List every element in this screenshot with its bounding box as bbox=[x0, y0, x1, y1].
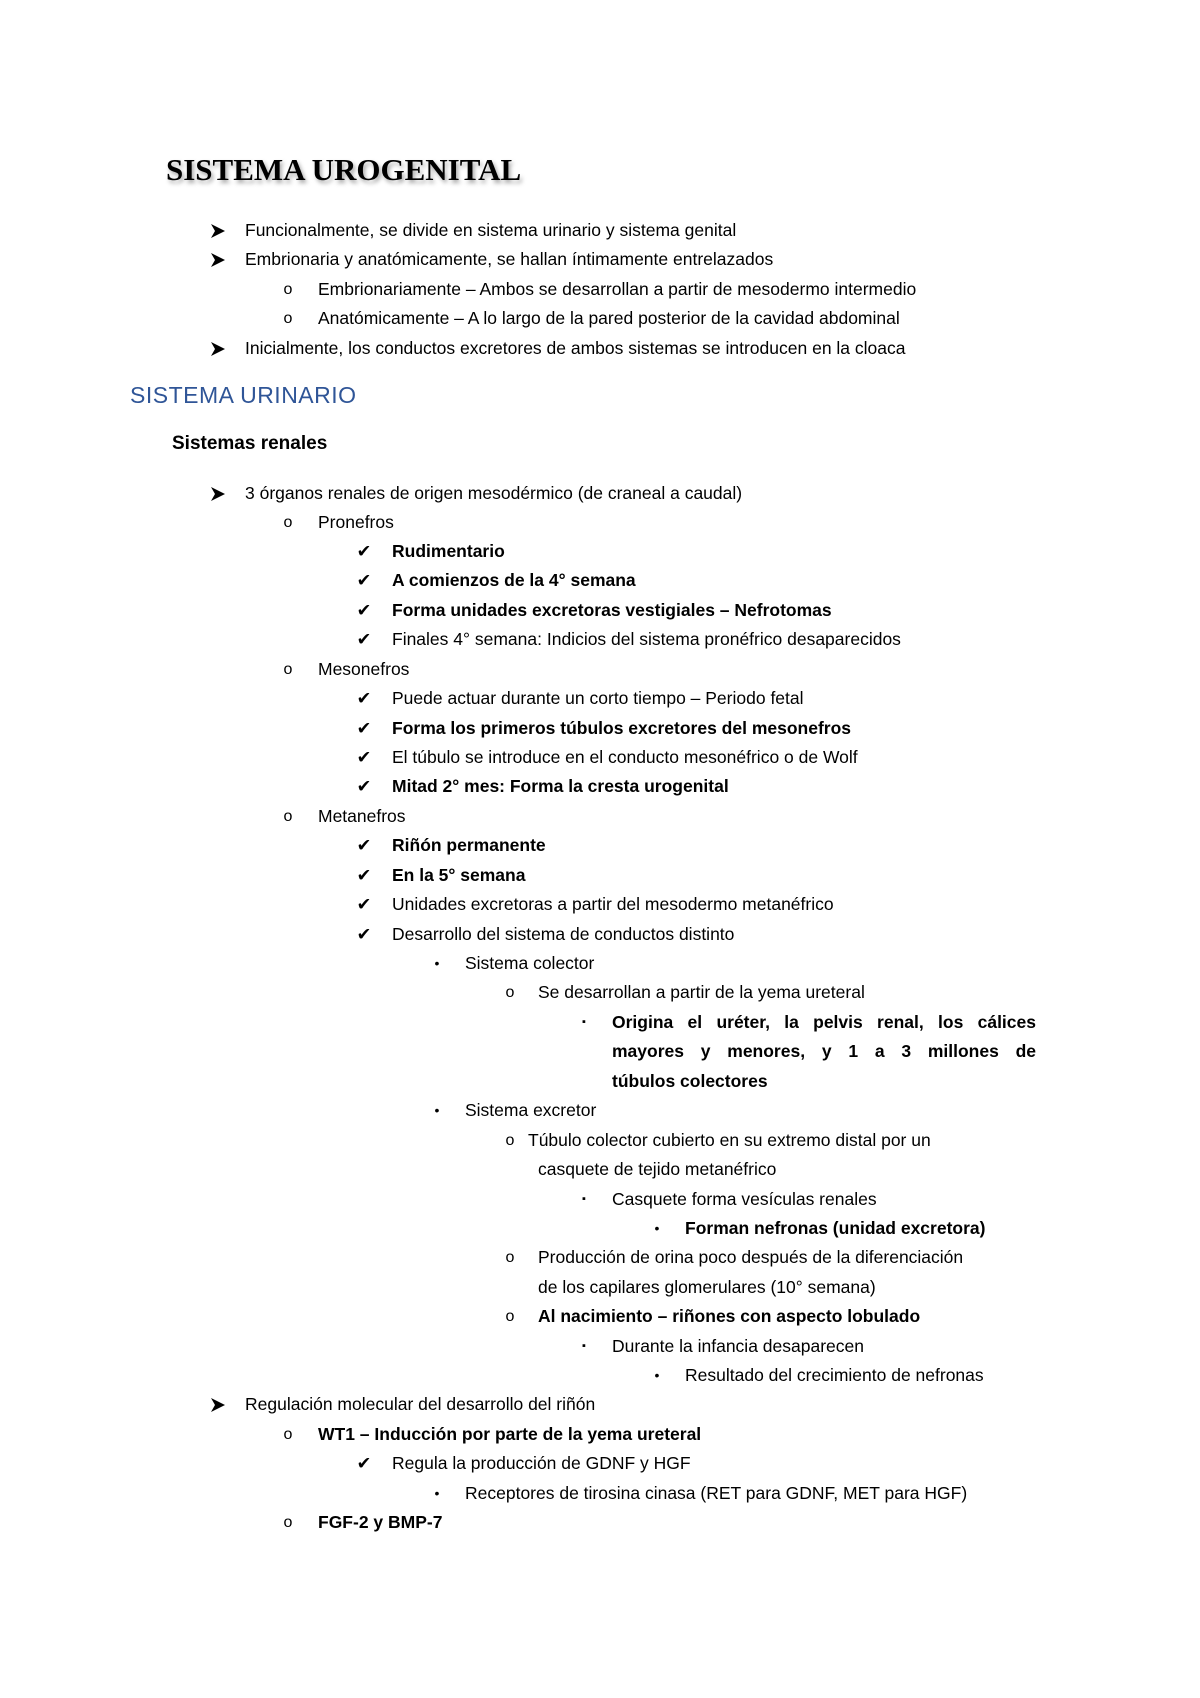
metanefros-item-4: Desarrollo del sistema de conductos distinto bbox=[392, 924, 735, 944]
mesonefros-item-2: Forma los primeros túbulos excretores del mesonefros bbox=[392, 718, 852, 738]
mesonefros-item-3: El túbulo se introduce en el conducto mesonéfrico o de Wolf bbox=[392, 747, 858, 767]
square-bullet-icon: ▪ bbox=[582, 1193, 586, 1205]
wt1-label: WT1 – Inducción por parte de la yema ureteral bbox=[318, 1424, 702, 1444]
check-icon: ✔ bbox=[356, 894, 372, 914]
excretor-item-1a1: Forman nefronas (unidad excretora) bbox=[685, 1218, 986, 1238]
check-icon: ✔ bbox=[356, 570, 372, 590]
arrow-bullet-icon bbox=[206, 334, 230, 357]
metanefros-item-3: Unidades excretoras a partir del mesodermo metanéfrico bbox=[392, 894, 834, 914]
check-icon: ✔ bbox=[356, 1453, 372, 1473]
pronefros-label: Pronefros bbox=[318, 512, 394, 532]
subsection-heading: Sistemas renales bbox=[172, 433, 328, 454]
excretor-item-3a1: Resultado del crecimiento de nefronas bbox=[685, 1365, 984, 1385]
mesonefros-item-1: Puede actuar durante un corto tiempo – Periodo fetal bbox=[392, 688, 804, 708]
check-icon: ✔ bbox=[356, 688, 372, 708]
check-icon: ✔ bbox=[356, 865, 372, 885]
excretor-item-2-line-2: de los capilares glomerulares (10° semana) bbox=[538, 1277, 876, 1297]
excretor-item-3: Al nacimiento – riñones con aspecto lobulado bbox=[538, 1306, 921, 1326]
excretor-item-3a: Durante la infancia desaparecen bbox=[612, 1336, 864, 1356]
excretor-item-1-line-2: casquete de tejido metanéfrico bbox=[538, 1159, 777, 1179]
metanefros-item-2: En la 5° semana bbox=[392, 865, 526, 885]
dot-bullet-icon: • bbox=[654, 1367, 660, 1383]
dot-bullet-icon: • bbox=[654, 1220, 660, 1236]
circle-bullet-icon: o bbox=[505, 1249, 515, 1266]
metanefros-item-1: Riñón permanente bbox=[392, 835, 546, 855]
arrow-bullet-icon bbox=[206, 216, 230, 239]
circle-bullet-icon: o bbox=[505, 984, 515, 1001]
intro-line-3: Inicialmente, los conductos excretores de ambos sistemas se introducen en la cloaca bbox=[245, 338, 906, 358]
circle-bullet-icon: o bbox=[505, 1132, 515, 1149]
mesonefros-item-4: Mitad 2° mes: Forma la cresta urogenital bbox=[392, 776, 729, 796]
circle-bullet-icon: o bbox=[283, 661, 293, 678]
fgf-label: FGF-2 y BMP-7 bbox=[318, 1512, 443, 1532]
arrow-bullet-icon bbox=[206, 245, 230, 268]
check-icon: ✔ bbox=[356, 600, 372, 620]
pronefros-item-4: Finales 4° semana: Indicios del sistema pronéfrico desaparecidos bbox=[392, 629, 901, 649]
excretor-item-1-line-1: Túbulo colector cubierto en su extremo distal por un bbox=[528, 1130, 931, 1150]
circle-bullet-icon: o bbox=[283, 514, 293, 531]
metanefros-label: Metanefros bbox=[318, 806, 406, 826]
colector-detail-line-3: túbulos colectores bbox=[612, 1071, 768, 1091]
pronefros-item-1: Rudimentario bbox=[392, 541, 505, 561]
arrow-bullet-icon bbox=[206, 1390, 230, 1413]
circle-bullet-icon: o bbox=[283, 808, 293, 825]
excretor-label: Sistema excretor bbox=[465, 1100, 597, 1120]
circle-bullet-icon: o bbox=[283, 310, 293, 327]
check-icon: ✔ bbox=[356, 629, 372, 649]
colector-label: Sistema colector bbox=[465, 953, 595, 973]
dot-bullet-icon: • bbox=[434, 1102, 440, 1118]
excretor-item-2-line-1: Producción de orina poco después de la diferenciación bbox=[538, 1247, 964, 1267]
wt1-item-1a: Receptores de tirosina cinasa (RET para GDNF, MET para HGF) bbox=[465, 1483, 968, 1503]
intro-line-2a: Embrionariamente – Ambos se desarrollan a partir de mesodermo intermedio bbox=[318, 279, 917, 299]
check-icon: ✔ bbox=[356, 747, 372, 767]
circle-bullet-icon: o bbox=[505, 1308, 515, 1325]
excretor-item-1a: Casquete forma vesículas renales bbox=[612, 1189, 877, 1209]
document-title: SISTEMA UROGENITAL bbox=[166, 152, 522, 187]
circle-bullet-icon: o bbox=[283, 1514, 293, 1531]
pronefros-item-3: Forma unidades excretoras vestigiales – Nefrotomas bbox=[392, 600, 832, 620]
intro-line-1: Funcionalmente, se divide en sistema urinario y sistema genital bbox=[245, 220, 737, 240]
square-bullet-icon: ▪ bbox=[582, 1016, 586, 1028]
check-icon: ✔ bbox=[356, 924, 372, 944]
section-heading: SISTEMA URINARIO bbox=[130, 382, 357, 408]
mesonefros-label: Mesonefros bbox=[318, 659, 410, 679]
check-icon: ✔ bbox=[356, 718, 372, 738]
circle-bullet-icon: o bbox=[283, 1426, 293, 1443]
dot-bullet-icon: • bbox=[434, 955, 440, 971]
dot-bullet-icon: • bbox=[434, 1485, 440, 1501]
pronefros-item-2: A comienzos de la 4° semana bbox=[392, 570, 636, 590]
check-icon: ✔ bbox=[356, 541, 372, 561]
renal-line-1: 3 órganos renales de origen mesodérmico (de craneal a caudal) bbox=[245, 483, 743, 503]
colector-detail-line-1: Origina el uréter, la pelvis renal, los cálices bbox=[612, 1012, 1036, 1032]
circle-bullet-icon: o bbox=[283, 281, 293, 298]
check-icon: ✔ bbox=[356, 776, 372, 796]
molecular-line-1: Regulación molecular del desarrollo del riñón bbox=[245, 1394, 596, 1414]
check-icon: ✔ bbox=[356, 835, 372, 855]
square-bullet-icon: ▪ bbox=[582, 1340, 586, 1352]
intro-line-2: Embrionaria y anatómicamente, se hallan íntimamente entrelazados bbox=[245, 249, 774, 269]
wt1-item-1: Regula la producción de GDNF y HGF bbox=[392, 1453, 691, 1473]
colector-detail-line-2: mayores y menores, y 1 a 3 millones de bbox=[612, 1041, 1036, 1061]
colector-item-1: Se desarrollan a partir de la yema ureteral bbox=[538, 982, 865, 1002]
arrow-bullet-icon bbox=[206, 479, 230, 502]
intro-line-2b: Anatómicamente – A lo largo de la pared posterior de la cavidad abdominal bbox=[318, 308, 900, 328]
